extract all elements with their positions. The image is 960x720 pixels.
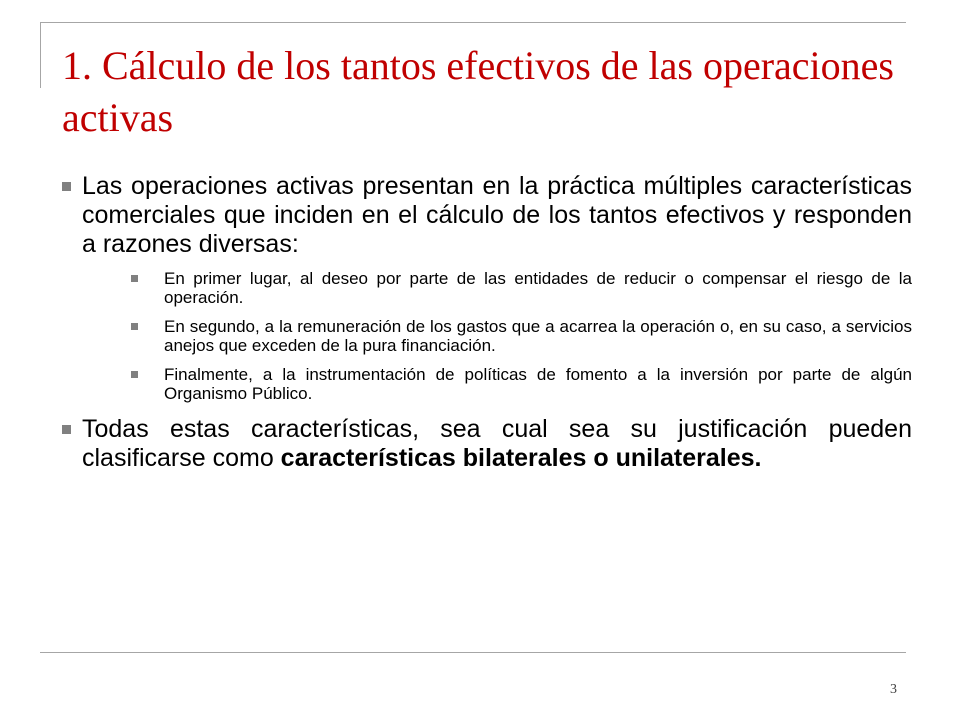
sub-bullet-item bbox=[62, 365, 912, 403]
sub-bullet-text: En primer lugar, al deseo por parte de las entidades de reducir o compensar el riesgo de la operación. bbox=[164, 269, 912, 307]
square-bullet-icon bbox=[62, 425, 71, 434]
square-bullet-icon bbox=[131, 275, 138, 282]
square-bullet-icon bbox=[131, 371, 138, 378]
sub-bullet-item bbox=[62, 317, 912, 355]
bullet-item bbox=[62, 172, 912, 259]
slide-content bbox=[62, 172, 912, 483]
square-bullet-icon bbox=[131, 323, 138, 330]
page-number: 3 bbox=[890, 682, 897, 697]
frame-top-line bbox=[40, 22, 906, 23]
bullet-item bbox=[62, 415, 912, 473]
bullet-text-emphasis: características bilaterales o unilaterales. bbox=[280, 444, 762, 472]
bullet-text: Las operaciones activas presentan en la práctica múltiples características comerciales que inciden en el cálculo de los tantos efectivos y responden a razones diversas: bbox=[82, 172, 912, 258]
frame-left-line bbox=[40, 22, 41, 88]
sub-bullet-text: En segundo, a la remuneración de los gastos que a acarrea la operación o, en su caso, a servicios anejos que exceden de la pura financiación. bbox=[164, 317, 912, 355]
sub-bullet-list bbox=[62, 269, 912, 403]
sub-bullet-item bbox=[62, 269, 912, 307]
bullet-text: Todas estas características, sea cual sea su justificación pueden clasificarse como bbox=[82, 415, 912, 472]
slide-title: 1. Cálculo de los tantos efectivos de las operaciones activas bbox=[62, 43, 894, 140]
sub-bullet-text: Finalmente, a la instrumentación de políticas de fomento a la inversión por parte de algún Organismo Público. bbox=[164, 365, 912, 403]
frame-bottom-line bbox=[40, 652, 906, 653]
square-bullet-icon bbox=[62, 182, 71, 191]
